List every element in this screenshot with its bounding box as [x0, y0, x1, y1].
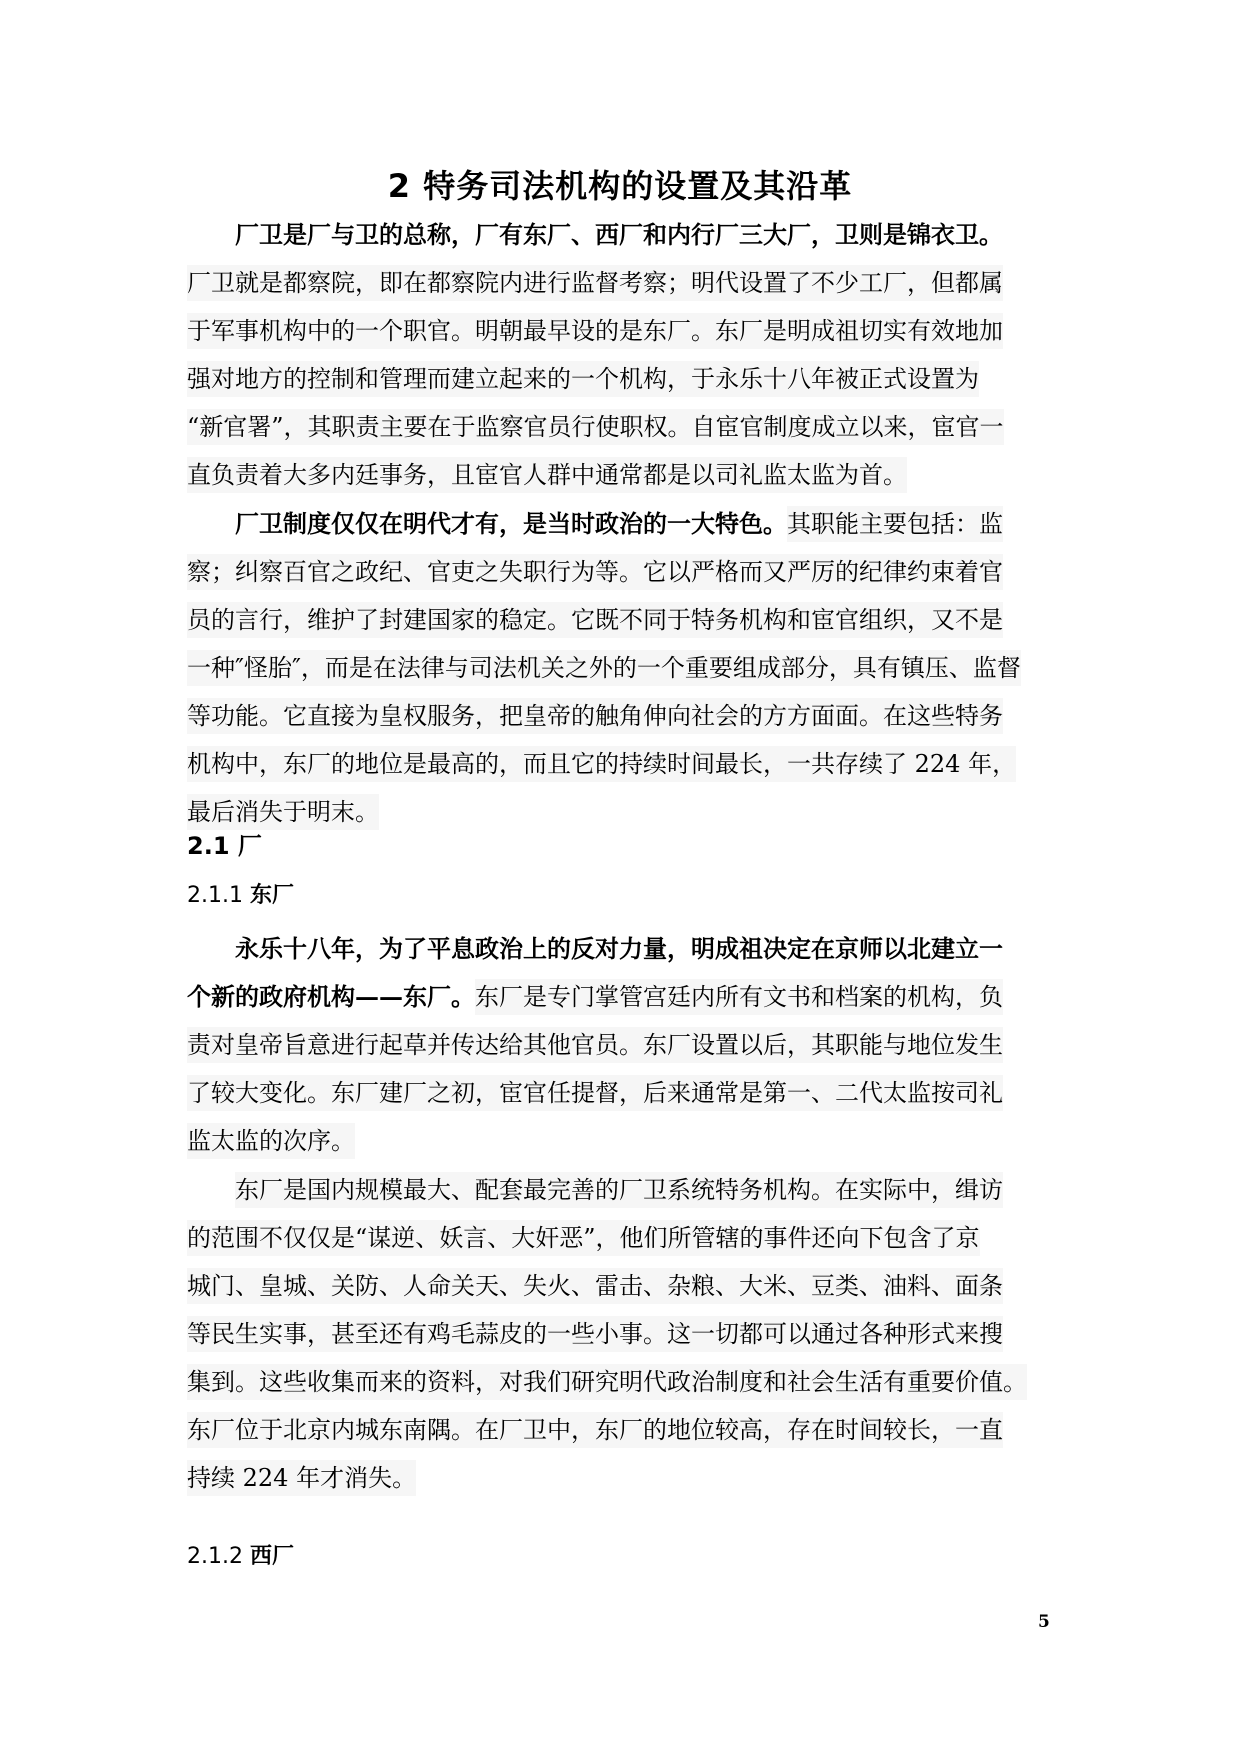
text-line [187, 1021, 1057, 1069]
chapter-title: 2 特务司法机构的设置及其沿革 [387, 167, 853, 205]
highlighted-text: 察；纠察百官之政纪、官吏之失职行为等。它以严格而又严厉的纪律约束着官 [187, 554, 1003, 590]
paragraph-dongchang-2 [187, 1166, 1057, 1502]
highlighted-text: 其职能主要包括：监 [787, 506, 1003, 542]
highlighted-text: 的范围不仅仅是“谋逆、妖言、大奸恶”，他们所管辖的事件还向下包含了京 [187, 1220, 980, 1256]
highlighted-text: 直负责着大多内廷事务，且宦官人群中通常都是以司礼监太监为首。 [187, 457, 907, 493]
text-line [187, 692, 1057, 740]
paragraph-intro-2 [187, 500, 1057, 836]
text-line [187, 1310, 1057, 1358]
section-title: 东厂 [249, 883, 294, 908]
text-line [187, 500, 1057, 548]
highlighted-text: 厂卫就是都察院，即在都察院内进行监督考察；明代设置了不少工厂，但都属 [187, 265, 1003, 301]
highlighted-text: 持续 224 年才消失。 [187, 1460, 416, 1496]
text-line [187, 307, 1057, 355]
text-line [187, 403, 1057, 451]
bold-text: 永乐十八年，为了平息政治上的反对力量，明成祖决定在京师以北建立一 [235, 934, 1003, 963]
text-line [187, 451, 1057, 499]
highlighted-text: 员的言行，维护了封建国家的稳定。它既不同于特务机构和宦官组织，又不是 [187, 602, 1003, 638]
section-number: 2.1.2 [187, 1544, 243, 1569]
highlighted-text: 了较大变化。东厂建厂之初，宦官任提督，后来通常是第一、二代太监按司礼 [187, 1075, 1003, 1111]
text-line [187, 1262, 1057, 1310]
bold-text: 厂卫制度仅仅在明代才有，是当时政治的一大特色。 [235, 509, 787, 538]
section-heading-2-1: 2.1 厂 [187, 832, 262, 860]
text-line [187, 1406, 1057, 1454]
highlighted-text: 机构中，东厂的地位是最高的，而且它的持续时间最长，一共存续了 224 年， [187, 746, 1016, 782]
text-line [187, 355, 1057, 403]
highlighted-text: 城门、皇城、关防、人命关天、失火、雷击、杂粮、大米、豆类、油料、面条 [187, 1268, 1003, 1304]
text-line [187, 259, 1057, 307]
text-line [187, 1454, 1057, 1502]
bold-text: 个新的政府机构——东厂。 [187, 982, 475, 1011]
text-line [187, 644, 1057, 692]
paragraph-intro-1 [187, 211, 1057, 499]
text-line [187, 973, 1057, 1021]
text-line [187, 1069, 1057, 1117]
highlighted-text: 最后消失于明末。 [187, 794, 379, 830]
text-line [187, 788, 1057, 836]
text-line [187, 740, 1057, 788]
paragraph-dongchang-1 [187, 925, 1057, 1165]
highlighted-text: 东厂位于北京内城东南隅。在厂卫中，东厂的地位较高，存在时间较长，一直 [187, 1412, 1003, 1448]
text-line [187, 925, 1057, 973]
text-line [187, 1358, 1057, 1406]
text-line [187, 211, 1057, 259]
bold-text: 厂卫是厂与卫的总称，厂有东厂、西厂和内行厂三大厂，卫则是锦衣卫。 [235, 220, 1003, 249]
highlighted-text: 东厂是专门掌管宫廷内所有文书和档案的机构，负 [475, 979, 1003, 1015]
text-line [187, 1166, 1057, 1214]
highlighted-text: 集到。这些收集而来的资料，对我们研究明代政治制度和社会生活有重要价值。 [187, 1364, 1027, 1400]
highlighted-text: 一种″怪胎″，而是在法律与司法机关之外的一个重要组成部分，具有镇压、监督 [187, 650, 1021, 686]
highlighted-text: 责对皇帝旨意进行起草并传达给其他官员。东厂设置以后，其职能与地位发生 [187, 1027, 1003, 1063]
highlighted-text: 东厂是国内规模最大、配套最完善的厂卫系统特务机构。在实际中，缉访 [235, 1172, 1003, 1208]
highlighted-text: 于军事机构中的一个职官。明朝最早设的是东厂。东厂是明成祖切实有效地加 [187, 313, 1003, 349]
text-line [187, 1214, 1057, 1262]
highlighted-text: “新官署”，其职责主要在于监察官员行使职权。自宦官制度成立以来，宦官一 [187, 409, 1004, 445]
text-line [187, 596, 1057, 644]
text-line [187, 548, 1057, 596]
section-title: 西厂 [249, 1544, 294, 1569]
highlighted-text: 等民生实事，甚至还有鸡毛蒜皮的一些小事。这一切都可以通过各种形式来搜 [187, 1316, 1003, 1352]
section-heading-2-1-2 [187, 1537, 294, 1577]
section-heading-2-1-1 [187, 876, 294, 916]
highlighted-text: 监太监的次序。 [187, 1123, 355, 1159]
section-number: 2.1.1 [187, 883, 243, 908]
page-number: 5 [1038, 1612, 1050, 1632]
highlighted-text: 等功能。它直接为皇权服务，把皇帝的触角伸向社会的方方面面。在这些特务 [187, 698, 1003, 734]
text-line [187, 1117, 1057, 1165]
highlighted-text: 强对地方的控制和管理而建立起来的一个机构，于永乐十八年被正式设置为 [187, 361, 979, 397]
